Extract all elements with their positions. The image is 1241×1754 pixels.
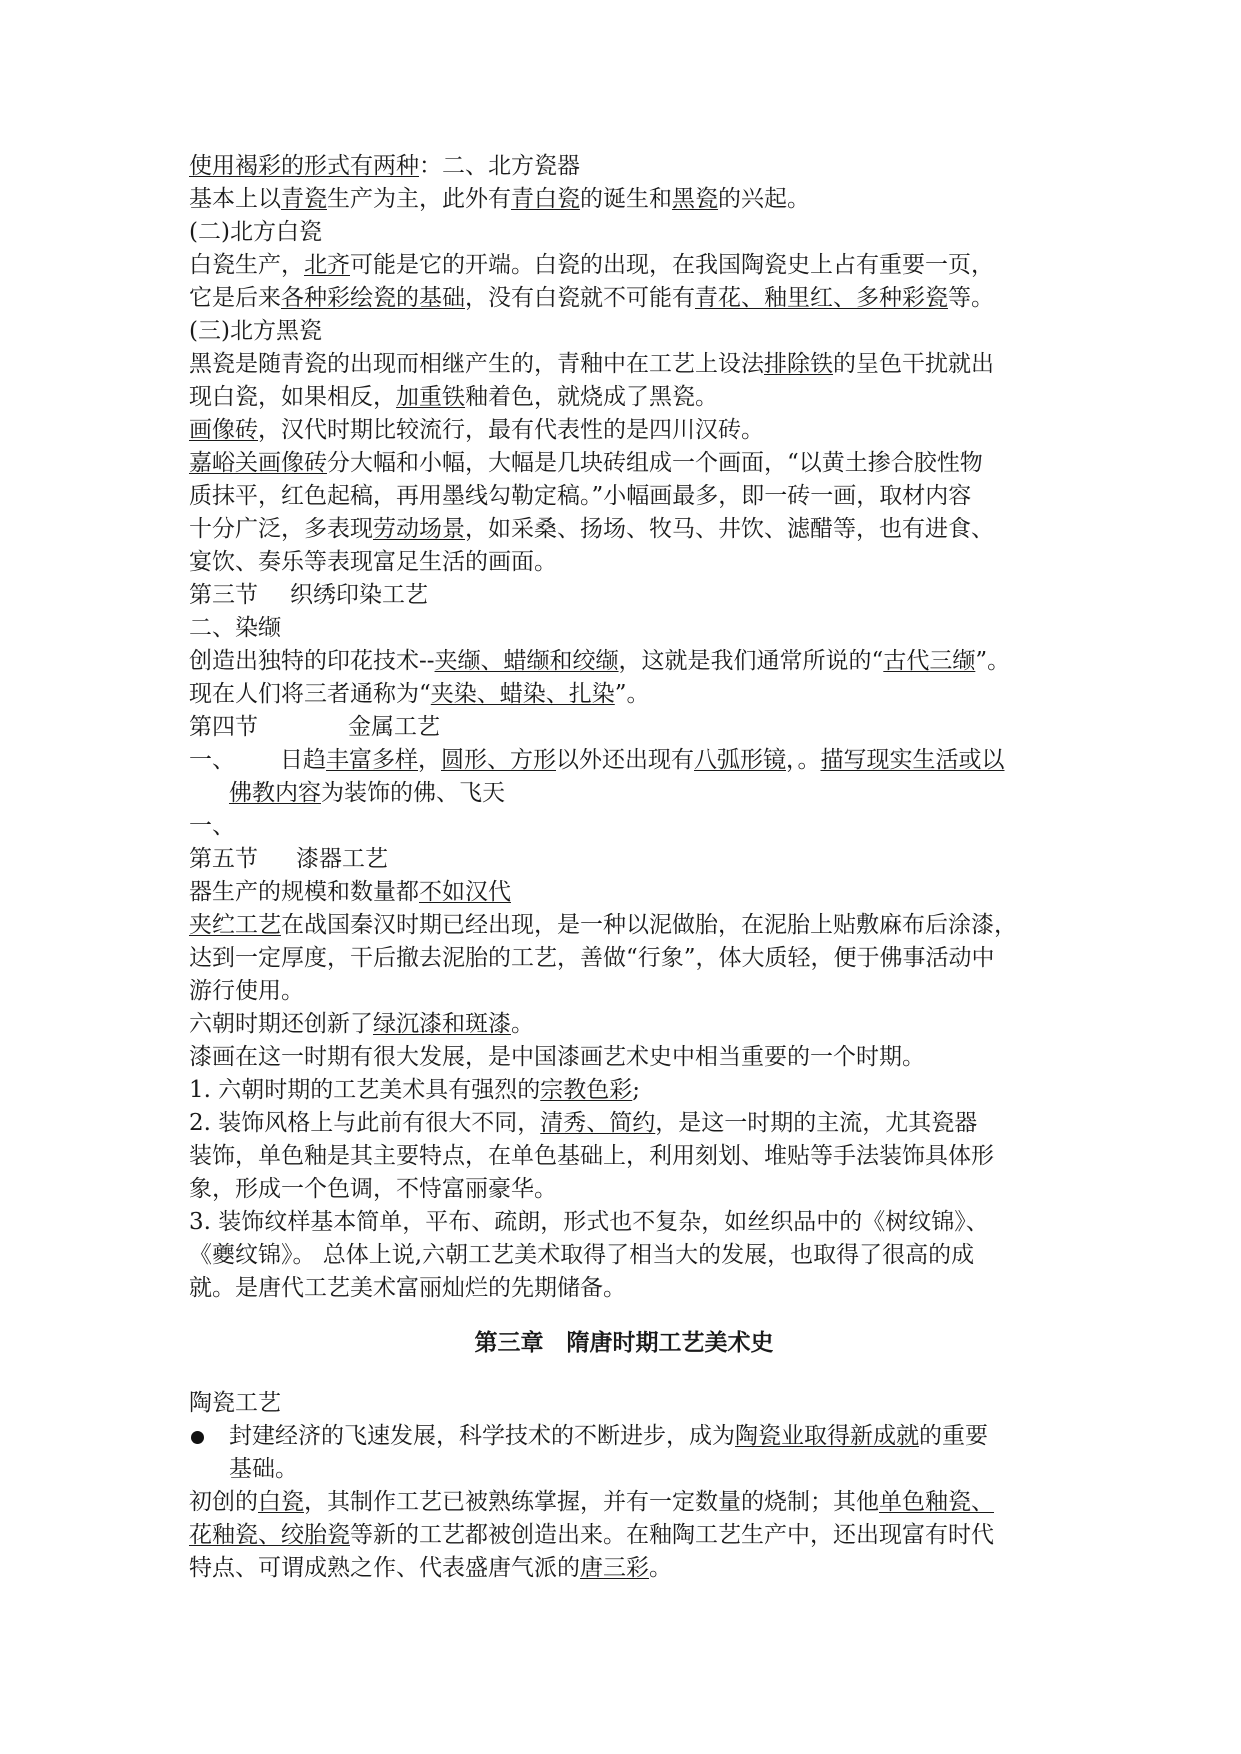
underlined-text: 夹染、蜡染、扎染 [430,681,615,707]
text: 封建经济的飞速发展，科学技术的不断进步，成为 [229,1423,735,1449]
text: 现在人们将三者通称为“ [189,681,431,707]
text-line [189,909,1059,942]
text: ，。 [786,747,821,773]
text: 的兴起。 [718,186,810,212]
text: 的诞生和 [580,186,672,212]
text: 等新的工艺都被创造出来。在釉陶工艺生产中，还出现富有时代 [350,1522,994,1548]
text: 为装饰的佛、飞天 [321,780,505,806]
list-number: 3. [189,1209,211,1235]
text: ， [418,747,441,773]
section-heading [189,579,1059,612]
underlined-text: 描写现实生活或以 [820,747,1005,773]
text: 釉着色，就烧成了黑瓷。 [465,384,718,410]
list-marker: 一、 [189,747,235,773]
underlined-text: 加重铁 [396,384,465,410]
section-title: 织绣印染工艺 [290,582,428,608]
text: 的呈色干扰就出 [833,351,994,377]
underlined-text: 八弧形镜 [694,747,786,773]
text: ，其制作工艺已被熟练掌握，并有一定数量的烧制；其他 [304,1489,879,1515]
section-number: 第四节 [189,714,258,740]
bullet-item [189,1420,1059,1453]
text: ，如采桑、扬场、牧马、井饮、滤醋等，也有进食、 [465,516,994,542]
text: ：二、北方瓷器 [419,153,580,179]
section-heading: (二)北方白瓷 [189,219,322,245]
list-number: 1. [189,1077,211,1103]
underlined-text: 古代三缬 [883,648,976,674]
text: 分大幅和小幅，大幅是几块砖组成一个画面，“以黄土掺合胶性物 [327,450,983,476]
text: 黑瓷是随青瓷的出现而相继产生的，青釉中在工艺上设法 [189,351,764,377]
text: 六朝时期的工艺美术具有强烈的 [218,1077,541,1103]
text-line [189,876,1059,909]
underlined-text: 佛教内容 [229,780,321,806]
text: ，是这一时期的主流，尤其瓷器 [655,1110,978,1136]
text-line [189,381,1059,414]
text: 的重要 [919,1423,988,1449]
text: 日趋 [280,747,326,773]
text-line [189,150,1059,183]
text-line: 《夔纹锦》。 总体上说,六朝工艺美术取得了相当大的发展，也取得了很高的成 [189,1242,975,1268]
underlined-text: 唐三彩 [580,1555,649,1581]
text-line [189,348,1059,381]
text-line [189,282,1059,315]
numbered-item [189,1074,1059,1107]
underlined-text: 夹缬、蜡缬和绞缬 [434,648,619,674]
text: ”。 [614,681,650,707]
text-line: 装饰，单色釉是其主要特点，在单色基础上，利用刻划、堆贴等手法装饰具体形 [189,1143,994,1169]
text: 在战国秦汉时期已经出现，是一种以泥做胎，在泥胎上贴敷麻布后涂漆， [281,912,1017,938]
underlined-text: 夹纻工艺 [189,912,281,938]
underlined-text: 黑瓷 [672,186,718,212]
underlined-text: 丰富多样 [326,747,418,773]
text: 以外还出现有 [556,747,694,773]
text-line [189,414,1059,447]
text: 装饰纹样基本简单，平布、疏朗，形式也不复杂，如丝织品中的《树纹锦》、 [218,1209,989,1235]
underlined-text: 嘉峪关画像砖 [189,450,327,476]
numbered-item [189,1206,1059,1239]
list-marker-line: 一、 [189,813,235,839]
underlined-text: 北齐 [304,252,350,278]
text-line: 漆画在这一时期有很大发展，是中国漆画艺术史中相当重要的一个时期。 [189,1044,925,1070]
text: ，汉代时期比较流行，最有代表性的是四川汉砖。 [258,417,764,443]
numbered-item [189,1107,1059,1140]
list-number: 2. [189,1110,211,1136]
underlined-text: 画像砖 [189,417,258,443]
text: 等。 [948,285,994,311]
section-heading [189,843,1059,876]
document-page [189,150,1059,1585]
list-item [189,744,1059,777]
text: ”。 [975,648,1011,674]
section-title: 金属工艺 [348,714,440,740]
text: 它是后来 [189,285,281,311]
text-line [189,183,1059,216]
text: ，没有白瓷就不可能有 [465,285,695,311]
chapter-title: 第三章 隋唐时期工艺美术史 [474,1330,774,1356]
text: 装饰风格上与此前有很大不同， [218,1110,541,1136]
text-line [189,645,1059,678]
text-line [189,1008,1059,1041]
underlined-text: 各种彩绘瓷的基础 [281,285,465,311]
text-line: 游行使用。 [189,978,304,1004]
text-line [189,1552,1059,1585]
underlined-text: 青白瓷 [511,186,580,212]
text: 器生产的规模和数量都 [189,879,419,905]
underlined-text: 清秀、简约 [540,1110,656,1136]
bullet-item-continuation: 基础。 [229,1456,298,1482]
text-line [189,513,1059,546]
text: 可能是它的开端。白瓷的出现，在我国陶瓷史上占有重要一页， [350,252,994,278]
text-line: 质抹平，红色起稿，再用墨线勾勒定稿。”小幅画最多，即一砖一画，取材内容 [189,483,972,509]
underlined-text: 绿沉漆和斑漆 [373,1011,511,1037]
text-line: 达到一定厚度，干后撤去泥胎的工艺，善做“行象”，体大质轻，便于佛事活动中 [189,945,995,971]
underlined-text: 花釉瓷、绞胎瓷 [189,1522,350,1548]
text: 。 [511,1011,534,1037]
section-heading [189,711,1059,744]
underlined-text: 单色釉瓷、 [879,1489,994,1515]
section-number: 第三节 [189,582,258,608]
text: 六朝时期还创新了 [189,1011,373,1037]
text: 白瓷生产， [189,252,304,278]
text-line [189,1519,1059,1552]
section-heading: 陶瓷工艺 [189,1390,281,1416]
underlined-text: 不如汉代 [419,879,511,905]
text: 初创的 [189,1489,258,1515]
section-number: 第五节 [189,846,258,872]
text: 现白瓷，如果相反， [189,384,396,410]
text-line [189,678,1059,711]
underlined-text: 青花、釉里红、多种彩瓷 [695,285,948,311]
underlined-text: 陶瓷业取得新成就 [735,1423,919,1449]
text: ; [632,1077,641,1103]
underlined-text: 排除铁 [764,351,833,377]
text: 生产为主，此外有 [327,186,511,212]
text: ，这就是我们通常所说的“ [618,648,884,674]
list-item-continuation [189,777,1059,810]
text: 特点、可谓成熟之作、代表盛唐气派的 [189,1555,580,1581]
text-line [189,1486,1059,1519]
underlined-text: 宗教色彩 [540,1077,633,1103]
bullet-icon [189,1420,229,1453]
underlined-text: 白瓷 [258,1489,304,1515]
underlined-text: 圆形、方形 [441,747,556,773]
text-line: 宴饮、奏乐等表现富足生活的画面。 [189,549,557,575]
underlined-text: 劳动场景 [373,516,465,542]
underlined-text: 青瓷 [281,186,327,212]
text: 基本上以 [189,186,281,212]
text-line: 象，形成一个色调，不恃富丽豪华。 [189,1176,557,1202]
text: 十分广泛，多表现 [189,516,373,542]
text: 创造出独特的印花技术-- [189,648,435,674]
text-line [189,447,1059,480]
underlined-text: 使用褐彩的形式有两种 [189,153,419,179]
text-line [189,249,1059,282]
section-title: 漆器工艺 [296,846,388,872]
text-line: 就。是唐代工艺美术富丽灿烂的先期储备。 [189,1275,626,1301]
section-heading: (三)北方黑瓷 [189,318,322,344]
text: 。 [649,1555,672,1581]
subsection-heading: 二、染缬 [189,615,281,641]
